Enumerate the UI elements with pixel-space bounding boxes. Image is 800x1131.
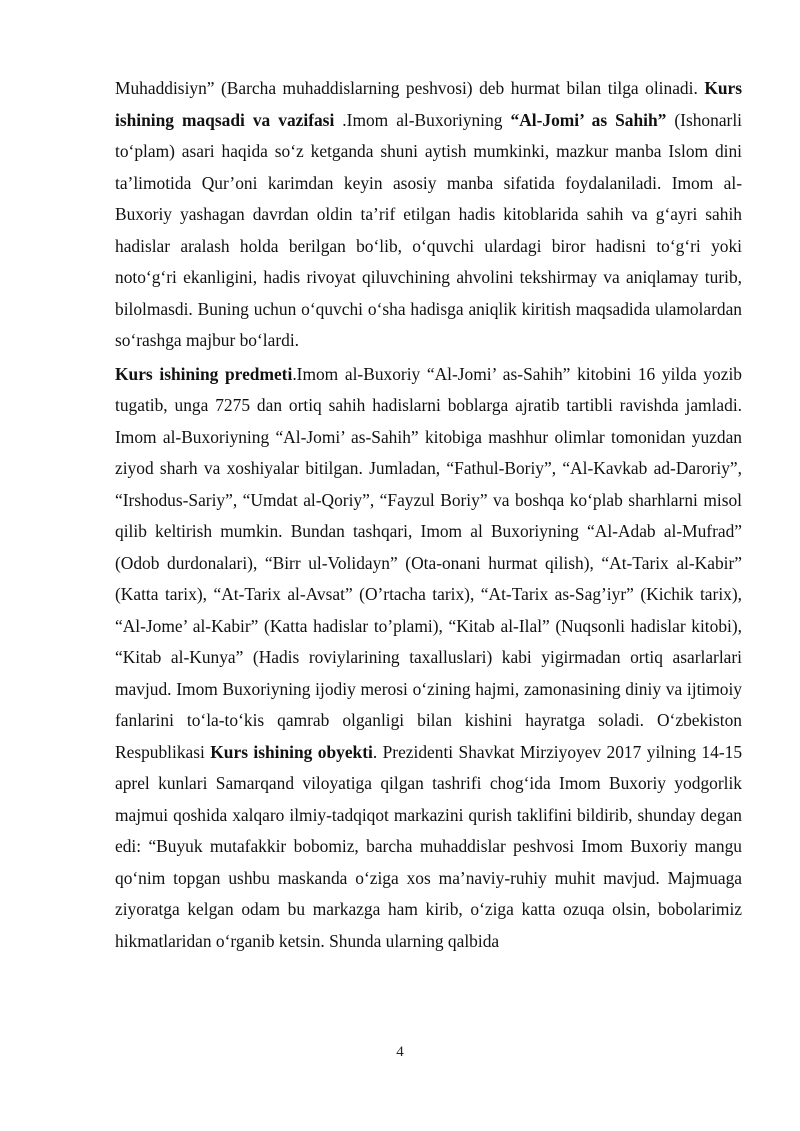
heading-object: Kurs ishining obyekti: [210, 741, 373, 762]
text-run: .Imom al-Buxoriyning: [334, 109, 511, 130]
text-run: Muhaddisiyn” (Barcha muhaddislarning peshvosi) deb hurmat bilan tilga olinadi.: [115, 78, 705, 98]
heading-subject: Kurs ishining predmeti: [115, 363, 293, 384]
paragraph-subject: [115, 359, 742, 958]
text-run: (Ishonarli to‘plam) asari haqida so‘z ketganda shuni aytish mumkinki, mazkur manba Islom dini ta’limotida Qur’oni karimdan keyin asosiy manba sifatida foydalaniladi. Imom al-Buxoriy yashagan davrdan oldin ta’rif etilgan hadis kitoblarida sahih va g‘ayri sahih hadislar aralash holda berilgan bo‘lib, o‘quvchi ulardagi biror hadisni to‘g‘ri yoki noto‘g‘ri ekanligini, hadis rivoyat qiluvchining ahvolini tekshirmay va aniqlamay turib, bilolmasdi. Buning uchun o‘quvchi o‘sha hadisga aniqlik kiritish maqsadida ulamolardan so‘rashga majbur bo‘lardi.: [115, 109, 742, 350]
paragraph-goals: [115, 73, 742, 357]
text-run: .Imom al-Buxoriy “Al-Jomi’ as-Sahih” kitobini 16 yilda yozib tugatib, unga 7275 dan ortiq sahih hadislarni boblarga ajratib tartibli ravishda jamladi. Imom al-Buxoriyning “Al-Jomi’ as-Sahih” kitobiga mashhur olimlar tomonidan yuzdan ziyod sharh va xoshiyalar bitilgan. Jumladan, “Fathul-Boriy”, “Al-Kavkab ad-Daroriy”, “Irshodus-Sariy”, “Umdat al-Qoriy”, “Fayzul Boriy” va boshqa ko‘plab sharhlarni misol qilib keltirish mumkin. Bundan tashqari, Imom al Buxoriyning “Al-Adab al-Mufrad” (Odob durdonalari), “Birr ul-Volidayn” (Ota-onani hurmat qilish), “At-Tarix al-Kabir” (Katta tarix), “At-Tarix al-Avsat” (O’rtacha tarix), “At-Tarix as-Sag’iyr” (Kichik tarix), “Al-Jome’ al-Kabir” (Katta hadislar to’plami), “Kitab al-Ilal” (Nuqsonli hadislar kitobi), “Kitab al-Kunya” (Hadis roviylarining taxalluslari) kabi yigirmadan ortiq asarlarlari mavjud. Imom Buxoriyning ijodiy merosi o‘zining hajmi, zamonasining diniy va ijtimoiy fanlarini to‘la-to‘kis qamrab olganligi bilan kishini hayratga soladi. O‘zbekiston Respublikasi: [115, 363, 742, 762]
heading-goals: Kurs ishining maqsadi va vazifasi: [115, 78, 742, 130]
document-body: [115, 73, 742, 957]
text-run: . Prezidenti Shavkat Mirziyoyev 2017 yilning 14-15 aprel kunlari Samarqand viloyatiga qilgan tashrifi chog‘ida Imom Buxoriy yodgorlik majmui qoshida xalqaro ilmiy-tadqiqot markazini qurish taklifini bildirib, shunday degan edi: “Buyuk mutafakkir bobomiz, barcha muhaddislar peshvosi Imom Buxoriy mangu qo‘nim topgan ushbu maskanda o‘ziga xos ma’naviy-ruhiy muhit mavjud. Majmuaga ziyoratga kelgan odam bu markazga ham kirib, o‘ziga katta ozuqa olsin, bobolarimiz hikmatlaridan o‘rganib ketsin. Shunda ularning qalbida: [115, 741, 743, 951]
page-number: 4: [396, 1044, 404, 1060]
book-title: “Al-Jomi’ as Sahih”: [510, 109, 667, 130]
